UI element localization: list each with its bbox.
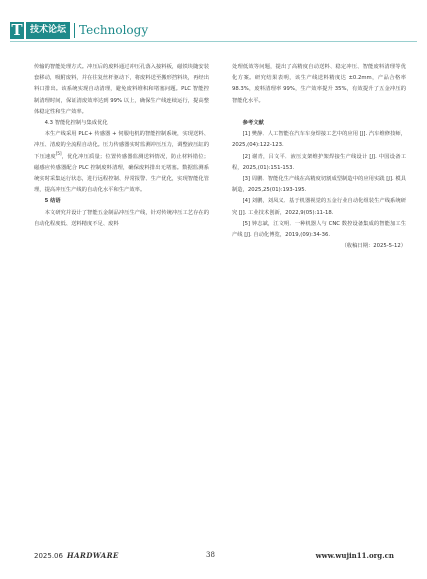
reference-item: [4] 刘鹏，刘凤义．基于机器视觉的五金行业自动化组装生产线系统研究 [J]. 工业技术创新，2022,9(05):11-18. bbox=[232, 198, 406, 216]
journal-name: HARDWARE bbox=[66, 551, 119, 560]
section-heading-conclusion: 5 结语 bbox=[44, 198, 61, 205]
paragraph-conclusion: 本文研究并设计了智能五金制品冲压生产线，针对传统冲压工艺存在的自动化程度低、送料精度不足、废料 bbox=[34, 209, 209, 227]
reference-item: [3] 周鹏．智能化生产线在高精度切割成型制造中的应用实践 [J]. 模具制造，2025,25(01):193-195. bbox=[232, 176, 406, 194]
reference-item: [2] 谢青，吕文平．液压支架维护架焊接生产线设计 [J]. 中国设备工程，2025,(01):151-153. bbox=[232, 153, 406, 171]
section-heading-4-3: 4.3 智能化控制与集成优化 bbox=[44, 120, 108, 127]
logo-divider bbox=[74, 23, 75, 38]
paragraph-text-part: 本生产线采用 PLC+ 传感器 + 伺服电机的智能控制系统，实现送料、冲压、清废的全流程自动化。压力传感器实时监测冲压压力，调整液压缸的下压速度 bbox=[34, 131, 209, 160]
header-rule bbox=[10, 41, 417, 42]
paragraph-text-part: ，优化冲压质量；位置传感器监测送料情况，防止材料错位；磁感应传感器配合 PLC 控制废料清理，确保废料排出无堵塞。数据监测系统实时采集运行状态，进行远程控制、异常报警、生产优化，实现智能化管理，提高冲压生产线的自动化水平和生产效率。 bbox=[34, 153, 209, 194]
reference-item: [5] 钟志斌，江文明．一种机器人与 CNC 数控设备集成的智能加工生产线 [J]. 自动化博览，2019,(09):34-36. bbox=[232, 220, 406, 239]
page-number: 38 bbox=[206, 551, 215, 559]
references-heading: 参考文献 bbox=[242, 120, 264, 126]
journal-url[interactable]: www.wujin11.org.cn bbox=[315, 551, 394, 560]
reference-item: [1] 樊静．人工智能在汽车车身焊接工艺中的应用 [J]. 汽车维修技师，2025,(04):122-123. bbox=[232, 131, 406, 149]
right-column bbox=[232, 62, 406, 252]
logo-mark: T bbox=[11, 21, 23, 39]
page-footer bbox=[0, 545, 427, 565]
section-label-cn: 技术论坛 bbox=[26, 22, 70, 39]
left-column bbox=[34, 62, 209, 230]
paragraph-conclusion-continued: 处理低效等问题，提出了高精度自动送料、稳定冲压、智能废料清理等优化方案。研究结果表明，该生产线送料精度达 ±0.2mm，产品合格率 98.3%，废料清理率 99%，生产效率提升 35%，有效提升了五金冲压的智能化水平。 bbox=[232, 64, 406, 104]
page-header bbox=[0, 0, 427, 46]
received-date: （收稿日期：2025-5-12） bbox=[341, 243, 406, 250]
section-logo bbox=[10, 22, 148, 39]
paragraph-waste-cleaning: 传输的智能处理方式。冲压后的废料通过冲压孔落入接料板，磁铁块随安装套移动，吸附废料，并在往复丝杆驱动下，将废料送至搬形挡料块，再经出料口排出。该系统实现自动清理，避免废料堆积和堵塞问题。PLC 智能控制清理时间，保证清废效率达到 99% 以上，确保生产线连续运行，提高整体稳定性和生产效率。 bbox=[34, 64, 209, 115]
section-label-en: Technology bbox=[79, 23, 149, 37]
issue-date: 2025.06 bbox=[34, 552, 63, 560]
paragraph-intelligent-control bbox=[34, 129, 209, 196]
citation-marker: [5] bbox=[55, 150, 62, 156]
spacer bbox=[232, 107, 406, 118]
footer-issue bbox=[34, 551, 119, 560]
